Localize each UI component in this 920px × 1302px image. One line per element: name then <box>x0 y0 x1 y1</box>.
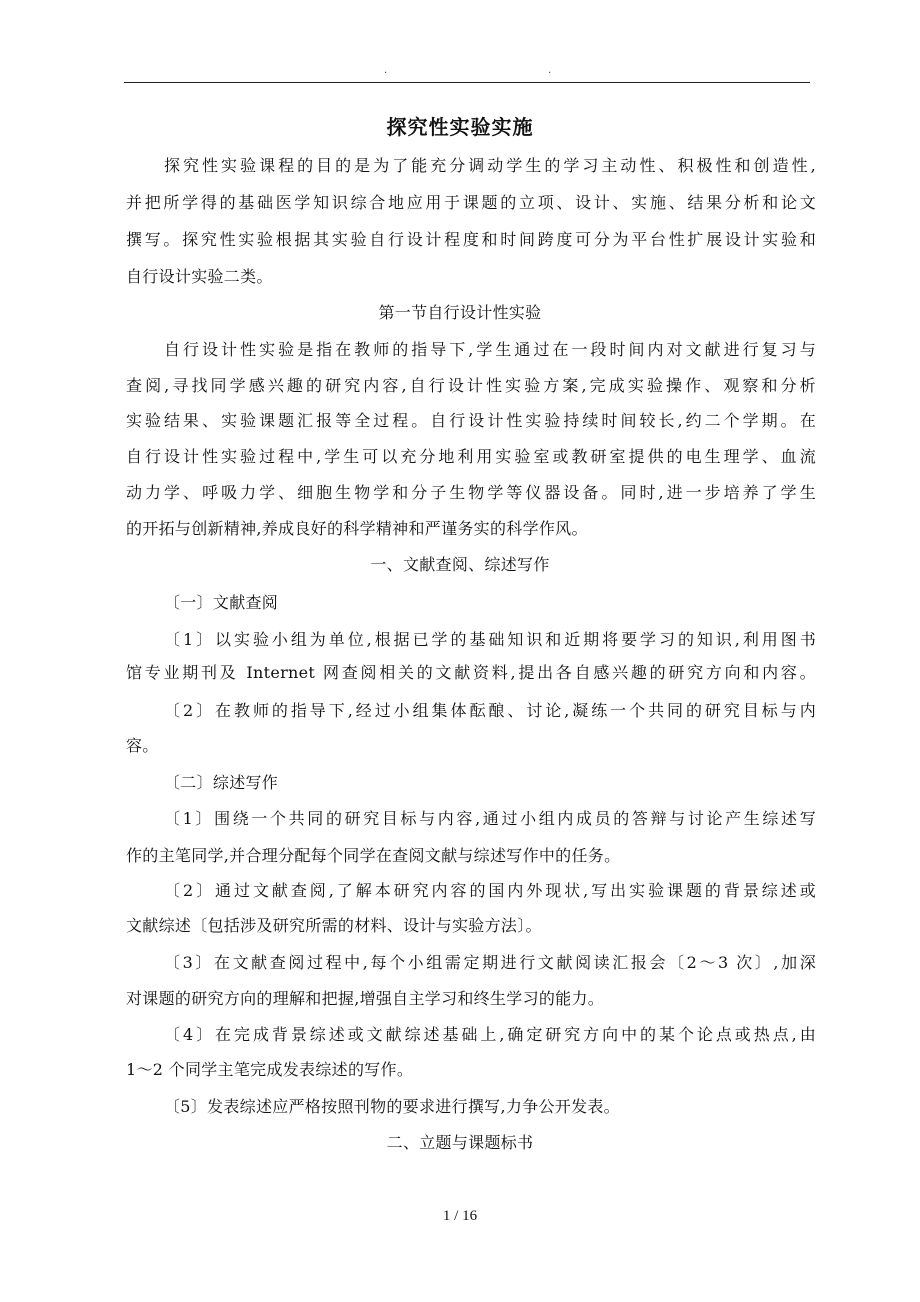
list-item-line: 对课题的研究方向的理解和把握,增强自主学习和终生学习的能力。 <box>126 989 605 1008</box>
list-item-line: 〔2〕在教师的指导下,经过小组集体酝酿、讨论,凝练一个共同的研究目标与内 <box>164 701 816 720</box>
section1-line: 自行设计性实验是指在教师的指导下,学生通过在一段时间内对文献进行复习与 <box>164 340 816 359</box>
list-item-line: 文献综述〔包括涉及研究所需的材料、设计与实验方法〕。 <box>126 916 542 935</box>
section1-line: 查阅,寻找同学感兴趣的研究内容,自行设计性实验方案,完成实验操作、观察和分析 <box>126 376 816 395</box>
list-item-line: 〔2〕通过文献查阅,了解本研究内容的国内外现状,写出实验课题的背景综述或 <box>164 881 816 900</box>
list-item-line: 〔1〕以实验小组为单位,根据已学的基础知识和近期将要学习的知识,利用图书 <box>164 630 816 649</box>
list-item-line: 〔3〕在文献查阅过程中,每个小组需定期进行文献阅读汇报会〔2～3 次〕,加深 <box>164 953 816 972</box>
list-item-line: 1～2 个同学主笔完成发表综述的写作。 <box>126 1060 414 1079</box>
intro-line: 自行设计实验二类。 <box>126 267 273 286</box>
list-item-line: 馆专业期刊及 Internet 网查阅相关的文献资料,提出各自感兴趣的研究方向和内容。 <box>126 663 816 682</box>
list-item-line: 〔5〕发表综述应严格按照刊物的要求进行撰写,力争公开发表。 <box>164 1097 620 1116</box>
intro-line: 并把所学得的基础医学知识综合地应用于课题的立项、设计、实施、结果分析和论文 <box>126 193 816 212</box>
header-dot-left: . <box>384 65 388 76</box>
section-heading: 第一节自行设计性实验 <box>378 303 542 322</box>
intro-line: 撰写。探究性实验根据其实验自行设计程度和时间跨度可分为平台性扩展设计实验和 <box>126 230 816 249</box>
header-dot-right: . <box>548 65 552 76</box>
part-heading: 二、立题与课题标书 <box>386 1133 534 1152</box>
section1-line: 自行设计性实验过程中,学生可以充分地利用实验室或教研室提供的电生理学、血流 <box>126 447 816 466</box>
section1-line: 的开拓与创新精神,养成良好的科学精神和严谨务实的科学作风。 <box>126 519 588 538</box>
page-title: 探究性实验实施 <box>386 115 534 139</box>
list-item-line: 〔4〕在完成背景综述或文献综述基础上,确定研究方向中的某个论点或热点,由 <box>164 1025 816 1044</box>
list-item-line: 容。 <box>126 736 159 755</box>
section1-line: 动力学、呼吸力学、细胞生物学和分子生物学等仪器设备。同时,进一步培养了学生 <box>126 483 816 502</box>
list-item-line: 作的主笔同学,并合理分配每个同学在查阅文献与综述写作中的任务。 <box>126 846 621 865</box>
list-item-line: 〔1〕围绕一个共同的研究目标与内容,通过小组内成员的答辩与讨论产生综述写 <box>164 809 816 828</box>
part-heading: 一、文献查阅、综述写作 <box>370 555 550 574</box>
page-header <box>0 66 920 78</box>
sub-heading: 〔一〕文献查阅 <box>164 593 279 612</box>
section1-line: 实验结果、实验课题汇报等全过程。自行设计性实验持续时间较长,约二个学期。在 <box>126 411 816 430</box>
sub-heading: 〔二〕综述写作 <box>164 773 279 792</box>
page-number: 1 / 16 <box>442 1208 478 1224</box>
header-rule <box>124 82 810 83</box>
intro-line: 探究性实验课程的目的是为了能充分调动学生的学习主动性、积极性和创造性, <box>164 156 816 175</box>
